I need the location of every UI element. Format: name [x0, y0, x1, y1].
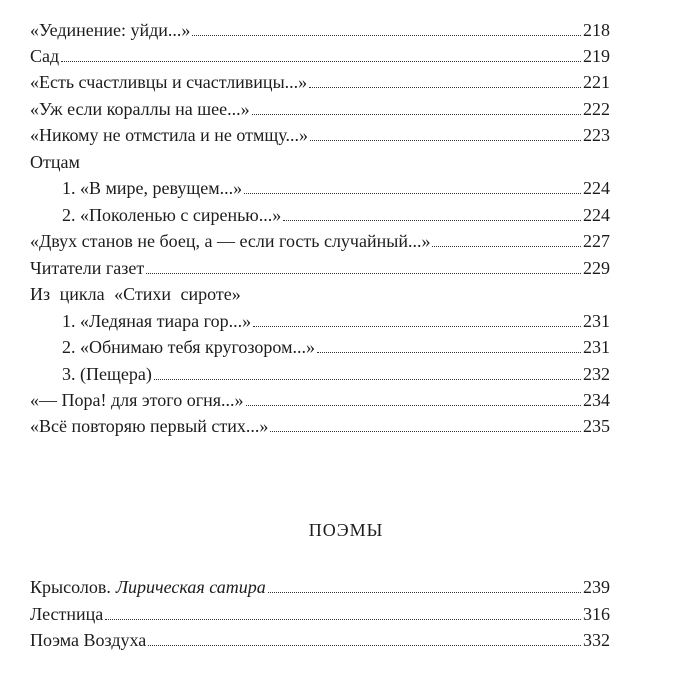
dot-leader — [246, 405, 582, 406]
toc-subentry[interactable] — [62, 309, 610, 333]
page-number: 332 — [583, 630, 610, 650]
page-number: 234 — [583, 390, 610, 410]
dot-leader — [192, 35, 581, 36]
entry-title: Сад — [30, 46, 60, 66]
toc-entry[interactable] — [30, 123, 610, 147]
toc-entry[interactable] — [30, 256, 610, 280]
dot-leader — [309, 87, 581, 88]
toc-entry[interactable] — [30, 70, 610, 94]
entry-title: 1. «В мире, ревущем...» — [62, 178, 243, 198]
toc-entry[interactable] — [30, 229, 610, 253]
cycle-heading-prefix: Из — [30, 284, 51, 304]
dot-leader — [105, 619, 581, 620]
page-number: 222 — [583, 99, 610, 119]
dot-leader — [61, 61, 581, 62]
toc-entry[interactable] — [30, 575, 610, 599]
toc-entry[interactable] — [30, 44, 610, 68]
toc-subentry[interactable] — [62, 335, 610, 359]
toc-subentry[interactable] — [62, 362, 610, 386]
cycle-heading-mid: цикла — [59, 284, 105, 304]
cycle-heading-name: «Стихи — [114, 284, 171, 304]
page-number: 221 — [583, 72, 610, 92]
page-number: 224 — [583, 178, 610, 198]
dot-leader — [154, 379, 581, 380]
page-number: 231 — [583, 311, 610, 331]
dot-leader — [317, 352, 581, 353]
dot-leader — [146, 273, 581, 274]
toc-entry[interactable] — [30, 97, 610, 121]
dot-leader — [270, 431, 581, 432]
toc-entry[interactable] — [30, 388, 610, 412]
group-heading-cycle — [30, 282, 241, 306]
toc-subentry[interactable] — [62, 176, 610, 200]
dot-leader — [148, 645, 581, 646]
dot-leader — [310, 140, 581, 141]
dot-leader — [283, 220, 581, 221]
entry-title: 3. (Пещера) — [62, 364, 152, 384]
page-number: 231 — [583, 337, 610, 357]
page-number: 224 — [583, 205, 610, 225]
entry-title: «Уж если кораллы на шее...» — [30, 99, 250, 119]
entry-title: Лестница — [30, 604, 104, 624]
entry-title: 1. «Ледяная тиара гор...» — [62, 311, 252, 331]
page-number: 239 — [583, 577, 610, 597]
cycle-heading-end: сироте» — [180, 284, 241, 304]
page-number: 223 — [583, 125, 610, 145]
toc-entry[interactable] — [30, 414, 610, 438]
entry-subtitle: Лирическая сатира — [115, 577, 266, 597]
page-number: 227 — [583, 231, 610, 251]
entry-title: 2. «Обнимаю тебя кругозором...» — [62, 337, 315, 357]
section-title: ПОЭМЫ — [308, 520, 384, 540]
dot-leader — [432, 246, 581, 247]
entry-title: «Никому не отмстила и не отмщу...» — [30, 125, 308, 145]
page-number: 316 — [583, 604, 610, 624]
dot-leader — [244, 193, 581, 194]
dot-leader — [268, 592, 581, 593]
toc-entry[interactable] — [30, 628, 610, 652]
entry-title: «Всё повторяю первый стих...» — [30, 416, 269, 436]
entry-title: Читатели газет — [30, 258, 145, 278]
page-number: 218 — [583, 20, 610, 40]
dot-leader — [253, 326, 581, 327]
page-number: 229 — [583, 258, 610, 278]
entry-title: «Есть счастливцы и счастливицы...» — [30, 72, 308, 92]
entry-title: 2. «Поколенью с сиренью...» — [62, 205, 282, 225]
toc-entry[interactable] — [30, 18, 610, 42]
entry-title: Поэма Воздуха — [30, 630, 147, 650]
entry-title: «Двух станов не боец, а — если гость случайный...» — [30, 231, 431, 251]
entry-title: Крысолов. — [30, 577, 111, 597]
toc-subentry[interactable] — [62, 203, 610, 227]
dot-leader — [252, 114, 581, 115]
entry-title: «Уединение: уйди...» — [30, 20, 191, 40]
page-number: 235 — [583, 416, 610, 436]
group-heading-otcam: Отцам — [30, 152, 80, 172]
page-number: 232 — [583, 364, 610, 384]
page-number: 219 — [583, 46, 610, 66]
entry-title: «— Пора! для этого огня...» — [30, 390, 244, 410]
toc-entry[interactable] — [30, 602, 610, 626]
